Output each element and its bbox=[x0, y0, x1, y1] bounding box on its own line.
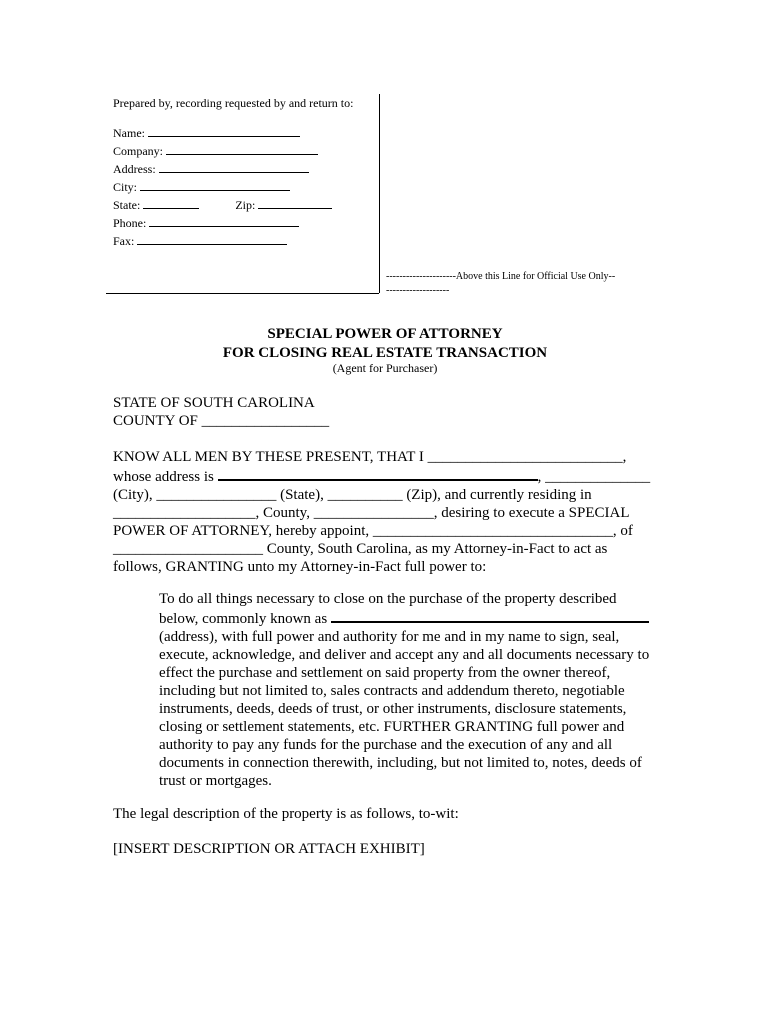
powers-line-2 bbox=[159, 608, 659, 628]
legal-placeholder: [INSERT DESCRIPTION OR ATTACH EXHIBIT] bbox=[113, 841, 425, 857]
intro-line-6: ____________________ County, South Carolina, as my Attorney-in-Fact to act as bbox=[113, 541, 608, 557]
powers-line-3: (address), with full power and authority for me and in my name to sign, seal, bbox=[159, 629, 620, 645]
powers-line-5: effect the purchase and settlement on said property from the owner thereof, bbox=[159, 665, 611, 681]
intro-line-4: ___________________, County, ________________, desiring to execute a SPECIAL bbox=[113, 505, 630, 521]
company-label: Company: bbox=[113, 144, 163, 158]
recording-divider-horizontal bbox=[106, 293, 379, 294]
city-label: City: bbox=[113, 180, 138, 194]
venue-county: COUNTY OF _________________ bbox=[113, 413, 330, 429]
recording-block bbox=[113, 94, 378, 250]
state-zip-row bbox=[113, 196, 378, 214]
recording-divider-vertical bbox=[379, 94, 380, 293]
name-field[interactable] bbox=[148, 124, 300, 137]
powers-line-11: trust or mortgages. bbox=[159, 773, 272, 789]
property-address-blank[interactable] bbox=[331, 608, 649, 623]
powers-line-8: closing or settlement statements, etc. FURTHER GRANTING full power and bbox=[159, 719, 625, 735]
intro-line-2-rest: , ______________ bbox=[537, 469, 651, 485]
zip-field[interactable] bbox=[258, 196, 332, 209]
name-label: Name: bbox=[113, 126, 145, 140]
fax-row bbox=[113, 232, 378, 250]
official-use-note: ---------------------Above this Line for Official Use Only--------------------- bbox=[386, 271, 616, 296]
intro-line-5: POWER OF ATTORNEY, hereby appoint, ________________________________, of bbox=[113, 523, 633, 539]
intro-line-3: (City), ________________ (State), __________ (Zip), and currently residing in bbox=[113, 487, 592, 503]
city-row bbox=[113, 178, 378, 196]
zip-label: Zip: bbox=[235, 198, 256, 212]
phone-field[interactable] bbox=[149, 214, 299, 227]
fax-field[interactable] bbox=[137, 232, 287, 245]
document-title: SPECIAL POWER OF ATTORNEY bbox=[267, 326, 503, 342]
company-row bbox=[113, 142, 378, 160]
intro-line-2-text: whose address is bbox=[113, 469, 218, 485]
document-title-line2: FOR CLOSING REAL ESTATE TRANSACTION bbox=[222, 345, 548, 361]
powers-line-4: execute, acknowledge, and deliver and accept any and all documents necessary to bbox=[159, 647, 650, 663]
powers-line-7: instruments, deeds, deeds of trust, or other instruments, disclosure statements, bbox=[159, 701, 627, 717]
phone-row bbox=[113, 214, 378, 232]
intro-line-2 bbox=[113, 466, 658, 486]
state-field[interactable] bbox=[143, 196, 199, 209]
company-field[interactable] bbox=[166, 142, 318, 155]
intro-line-7: follows, GRANTING unto my Attorney-in-Fact full power to: bbox=[113, 559, 487, 575]
legal-intro: The legal description of the property is as follows, to-wit: bbox=[113, 806, 459, 822]
recording-heading: Prepared by, recording requested by and return to: bbox=[113, 96, 354, 110]
powers-line-2-text: below, commonly known as bbox=[159, 611, 331, 627]
fax-label: Fax: bbox=[113, 234, 135, 248]
powers-paragraph bbox=[159, 590, 659, 790]
venue-block bbox=[113, 394, 658, 430]
powers-line-1: To do all things necessary to close on the purchase of the property described bbox=[159, 591, 617, 607]
city-field[interactable] bbox=[140, 178, 290, 191]
powers-line-10: documents in connection therewith, including, but not limited to, notes, deeds of bbox=[159, 755, 642, 771]
name-row bbox=[113, 124, 378, 142]
venue-state: STATE OF SOUTH CAROLINA bbox=[113, 395, 315, 411]
state-label: State: bbox=[113, 198, 141, 212]
address-label: Address: bbox=[113, 162, 156, 176]
powers-line-9: authority to pay any funds for the purchase and the execution of any and all bbox=[159, 737, 613, 753]
address-row bbox=[113, 160, 378, 178]
address-field[interactable] bbox=[159, 160, 309, 173]
intro-line-1: KNOW ALL MEN BY THESE PRESENT, THAT I __________________________, bbox=[113, 449, 627, 465]
phone-label: Phone: bbox=[113, 216, 147, 230]
intro-paragraph bbox=[113, 448, 658, 576]
address-blank[interactable] bbox=[218, 466, 538, 481]
powers-line-6: including but not limited to, sales contracts and addendum thereto, negotiable bbox=[159, 683, 625, 699]
document-subtitle: (Agent for Purchaser) bbox=[332, 361, 438, 375]
